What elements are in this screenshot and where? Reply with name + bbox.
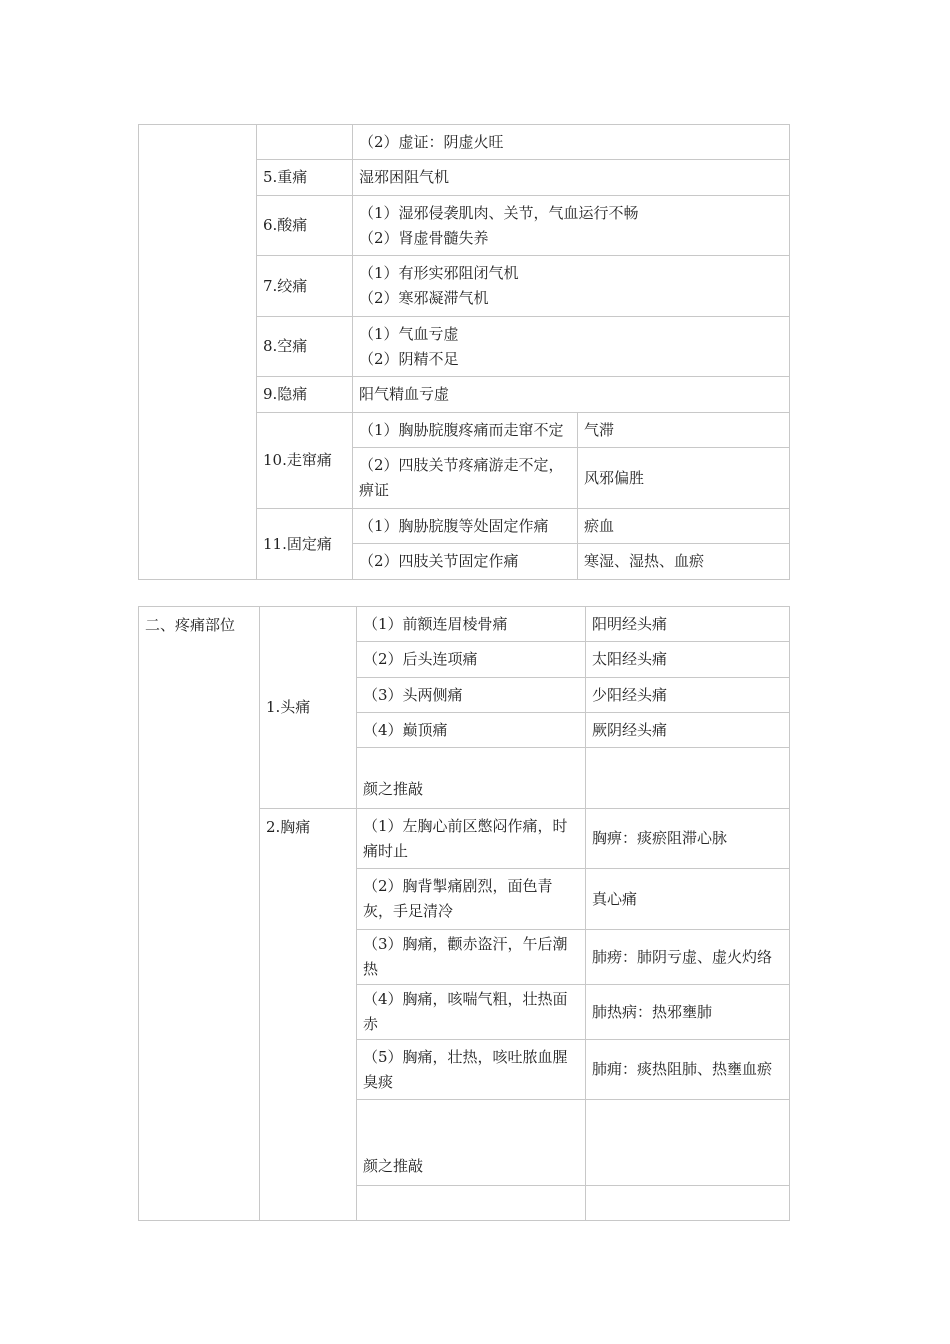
row-result: 阳明经头痛 xyxy=(586,607,790,642)
row-desc-cell xyxy=(353,196,790,256)
empty-cell xyxy=(586,1186,790,1221)
row-result: 肺痨：肺阴亏虚、虚火灼络 xyxy=(586,930,790,985)
row-desc: （1）前额连眉棱骨痛 xyxy=(357,607,586,642)
empty-cell xyxy=(357,1186,586,1221)
row-desc-cell xyxy=(353,256,790,317)
row-desc: （2）四肢关节疼痛游走不定，痹证 xyxy=(353,448,578,509)
pain-location-label: 1.头痛 xyxy=(260,607,357,809)
row-result: 风邪偏胜 xyxy=(578,448,790,509)
row-desc: 湿邪困阻气机 xyxy=(353,160,790,196)
row-desc: （3）头两侧痛 xyxy=(357,678,586,713)
row-desc: （3）胸痛，颧赤盗汗，午后潮热 xyxy=(357,930,586,985)
pain-type-label: 5.重痛 xyxy=(257,160,353,196)
pain-type-label: 8.空痛 xyxy=(257,317,353,377)
row-result: 真心痛 xyxy=(586,869,790,930)
row-result: 肺热病：热邪壅肺 xyxy=(586,985,790,1040)
row-desc: （2）后头连项痛 xyxy=(357,642,586,678)
row-desc: （5）胸痛，壮热，咳吐脓血腥臭痰 xyxy=(357,1040,586,1100)
row-desc: （1）胸胁脘腹等处固定作痛 xyxy=(353,509,578,544)
row-desc: （2）四肢关节固定作痛 xyxy=(353,544,578,580)
section-title: 二、疼痛部位 xyxy=(139,607,260,1221)
label-cell-empty xyxy=(257,125,353,160)
row-desc: 阳气精血亏虚 xyxy=(353,377,790,413)
note: 颜之推敲 xyxy=(357,1100,586,1186)
row-result: 瘀血 xyxy=(578,509,790,544)
pain-nature-table xyxy=(138,124,790,580)
row-desc-line: （2）阴精不足 xyxy=(359,349,459,368)
row-desc: （4）胸痛，咳喘气粗，壮热面赤 xyxy=(357,985,586,1040)
pain-type-label: 10.走窜痛 xyxy=(257,413,353,509)
row-desc-cell xyxy=(353,317,790,377)
pain-location-label: 2.胸痛 xyxy=(260,809,357,1221)
row-desc-line: （2）寒邪凝滞气机 xyxy=(359,289,489,307)
pain-type-label: 11.固定痛 xyxy=(257,509,353,580)
note: 颜之推敲 xyxy=(357,748,586,809)
section-cell-empty xyxy=(139,125,257,580)
row-desc: （2）胸背掣痛剧烈，面色青灰，手足清冷 xyxy=(357,869,586,930)
row-desc-line: （1）气血亏虚 xyxy=(359,324,459,343)
row-result: 气滞 xyxy=(578,413,790,448)
row-desc-line: （2）肾虚骨髓失养 xyxy=(359,228,489,247)
row-desc: （2）虚证：阴虚火旺 xyxy=(353,125,790,160)
row-result: 胸痹：痰瘀阻滞心脉 xyxy=(586,809,790,869)
row-desc: （1）左胸心前区憋闷作痛，时痛时止 xyxy=(357,809,586,869)
row-result: 厥阴经头痛 xyxy=(586,713,790,748)
row-desc-line: （1）有形实邪阻闭气机 xyxy=(359,264,519,282)
row-result: 太阳经头痛 xyxy=(586,642,790,678)
pain-type-label: 9.隐痛 xyxy=(257,377,353,413)
row-result: 寒湿、湿热、血瘀 xyxy=(578,544,790,580)
pain-location-table xyxy=(138,606,790,1221)
row-desc: （4）巅顶痛 xyxy=(357,713,586,748)
row-result: 少阳经头痛 xyxy=(586,678,790,713)
row-desc: （1）胸胁脘腹疼痛而走窜不定 xyxy=(353,413,578,448)
empty-cell xyxy=(586,1100,790,1186)
row-desc-line: （1）湿邪侵袭肌肉、关节，气血运行不畅 xyxy=(359,203,639,222)
pain-type-label: 6.酸痛 xyxy=(257,196,353,256)
row-result: 肺痈：痰热阻肺、热壅血瘀 xyxy=(586,1040,790,1100)
pain-type-label: 7.绞痛 xyxy=(257,256,353,317)
empty-cell xyxy=(586,748,790,809)
